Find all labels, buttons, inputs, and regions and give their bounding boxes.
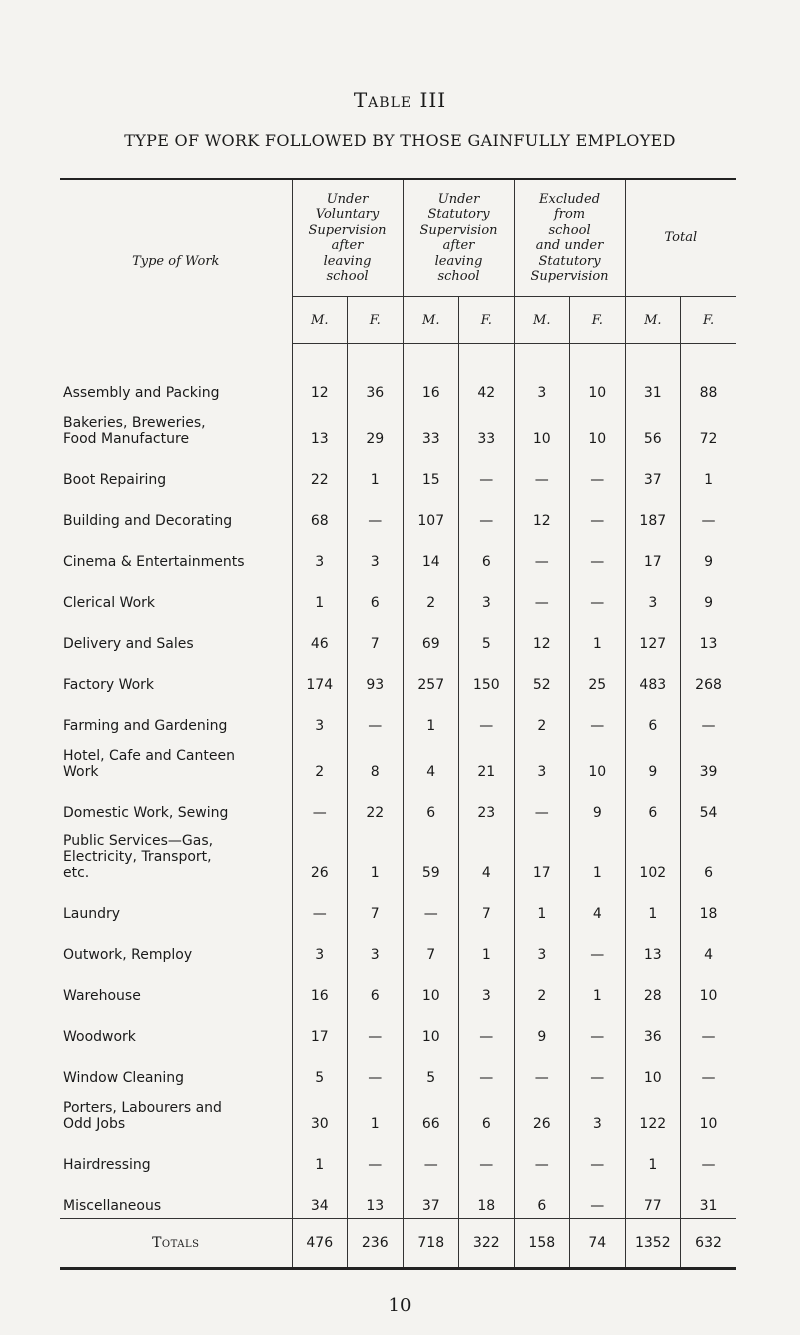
table-row [60,697,736,738]
value-cell: 6 [459,533,515,574]
work-type-label [60,1090,292,1136]
value-cell: — [348,492,404,533]
value-cell: — [459,492,515,533]
totals-row [60,1219,736,1269]
value-cell: 28 [625,967,681,1008]
page-number: 10 [388,1295,412,1316]
statutory-supervision-header [403,179,514,297]
work-type-label [60,1136,292,1177]
header-line: school [437,269,480,284]
table-row [60,451,736,492]
value-cell: 12 [292,364,348,405]
voluntary-supervision-header [292,179,403,297]
work-type-label [60,405,292,451]
value-cell: — [514,1049,570,1090]
header-line: Statutory [427,207,490,222]
value-cell: 10 [681,1090,737,1136]
header-line: Supervision [308,222,387,238]
value-cell: — [403,885,459,926]
value-cell: — [570,926,626,967]
value-cell: 1 [514,885,570,926]
spacer-row [60,344,736,365]
table-row [60,885,736,926]
value-cell: 22 [348,784,404,825]
value-cell: 6 [514,1177,570,1219]
table-row [60,1177,736,1219]
value-cell: 88 [681,364,737,405]
header-line: Supervision [530,269,609,284]
work-type-label [60,967,292,1008]
table-row [60,615,736,656]
table-title: Table III [353,88,447,112]
value-cell: 14 [403,533,459,574]
value-cell: 5 [459,615,515,656]
work-type-line: Odd Jobs [63,1116,126,1132]
value-cell: — [570,1177,626,1219]
value-cell: — [570,574,626,615]
work-type-line: Delivery and Sales [63,636,194,652]
female-subheader: F. [570,297,626,344]
total-cell: 74 [570,1219,626,1269]
value-cell: 56 [625,405,681,451]
work-type-line: Window Cleaning [63,1070,185,1086]
value-cell: 2 [514,697,570,738]
work-type-label [60,784,292,825]
total-cell: 236 [348,1219,404,1269]
value-cell: — [681,1008,737,1049]
table-row [60,533,736,574]
value-cell: 1 [570,967,626,1008]
header-line: Voluntary [315,207,380,222]
value-cell: 66 [403,1090,459,1136]
work-type-label [60,926,292,967]
value-cell: 1 [459,926,515,967]
value-cell: 10 [403,1008,459,1049]
value-cell: 36 [625,1008,681,1049]
value-cell: 2 [514,967,570,1008]
header-line: Supervision [419,222,498,238]
value-cell: — [514,1136,570,1177]
work-type-label [60,1049,292,1090]
value-cell: 7 [348,615,404,656]
male-subheader: M. [625,297,681,344]
value-cell: — [681,697,737,738]
work-type-line: Hairdressing [63,1157,151,1173]
work-type-label [60,615,292,656]
value-cell: 93 [348,656,404,697]
header-line: Under [326,191,369,207]
value-cell: — [514,784,570,825]
table-row [60,784,736,825]
value-cell: 23 [459,784,515,825]
value-cell: 68 [292,492,348,533]
value-cell: 268 [681,656,737,697]
value-cell: 2 [292,738,348,784]
value-cell: 42 [459,364,515,405]
value-cell: 6 [403,784,459,825]
header-row [60,179,736,297]
work-type-label [60,656,292,697]
value-cell: 17 [514,825,570,885]
total-cell: 476 [292,1219,348,1269]
value-cell: — [570,1008,626,1049]
value-cell: 102 [625,825,681,885]
value-cell: 1 [625,885,681,926]
value-cell: 174 [292,656,348,697]
value-cell: 52 [514,656,570,697]
value-cell: 72 [681,405,737,451]
value-cell: — [292,784,348,825]
value-cell: 6 [625,784,681,825]
header-line: and under [535,238,604,253]
male-subheader: M. [292,297,348,344]
value-cell: 1 [403,697,459,738]
work-type-label [60,492,292,533]
table-row [60,574,736,615]
value-cell: 10 [403,967,459,1008]
header-line: leaving [323,253,372,269]
value-cell: 10 [570,405,626,451]
table-body [60,344,736,1219]
work-type-line: Hotel, Cafe and Canteen [63,748,235,764]
table-row [60,1049,736,1090]
value-cell: 9 [625,738,681,784]
value-cell: — [459,451,515,492]
work-type-line: Bakeries, Breweries, [63,415,206,431]
value-cell: 5 [292,1049,348,1090]
value-cell: 29 [348,405,404,451]
total-cell: 1352 [625,1219,681,1269]
total-header [625,179,736,297]
value-cell: 4 [403,738,459,784]
value-cell: 22 [292,451,348,492]
work-type-line: Food Manufacture [63,431,190,447]
work-type-line: Cinema & Entertainments [63,554,245,570]
value-cell: — [459,697,515,738]
work-type-line: Outwork, Remploy [63,947,193,963]
value-cell: 46 [292,615,348,656]
value-cell: 7 [403,926,459,967]
work-type-line: Assembly and Packing [63,385,220,401]
value-cell: 13 [681,615,737,656]
value-cell: 18 [459,1177,515,1219]
value-cell: — [681,1049,737,1090]
total-cell: 322 [459,1219,515,1269]
value-cell: — [459,1049,515,1090]
work-type-line: Boot Repairing [63,472,167,488]
value-cell: 21 [459,738,515,784]
table-row [60,967,736,1008]
value-cell: 37 [403,1177,459,1219]
totals-label: Totals [60,1219,292,1269]
value-cell: 3 [514,364,570,405]
value-cell: 6 [459,1090,515,1136]
work-type-label [60,738,292,784]
work-type-line: Building and Decorating [63,513,233,529]
work-type-line: Laundry [63,906,121,922]
value-cell: — [459,1008,515,1049]
work-type-label [60,574,292,615]
value-cell: — [570,1049,626,1090]
value-cell: 1 [348,1090,404,1136]
value-cell: 10 [681,967,737,1008]
value-cell: 1 [570,615,626,656]
value-cell: 9 [681,574,737,615]
header-line: from [553,207,586,222]
excluded-from-school-header [514,179,625,297]
total-cell: 718 [403,1219,459,1269]
value-cell: 3 [514,926,570,967]
work-type-line: Warehouse [63,988,141,1004]
table-row [60,1136,736,1177]
header-line: Statutory [538,253,601,269]
value-cell: 10 [625,1049,681,1090]
value-cell: 6 [348,574,404,615]
value-cell: 33 [459,405,515,451]
work-type-line: etc. [63,865,90,881]
table-row [60,926,736,967]
value-cell: 6 [681,825,737,885]
table-row [60,364,736,405]
male-subheader: M. [514,297,570,344]
value-cell: 3 [348,533,404,574]
work-type-line: Factory Work [63,677,155,693]
type-of-work-header: Type of Work [132,254,220,270]
value-cell: 39 [681,738,737,784]
value-cell: 1 [625,1136,681,1177]
value-cell: 36 [348,364,404,405]
value-cell: 9 [681,533,737,574]
employment-table [60,178,736,1270]
value-cell: 1 [681,451,737,492]
value-cell: 16 [403,364,459,405]
work-type-line: Public Services—Gas, [63,833,214,849]
value-cell: 16 [292,967,348,1008]
value-cell: — [514,533,570,574]
value-cell: 3 [625,574,681,615]
value-cell: 1 [348,825,404,885]
value-cell: 15 [403,451,459,492]
header-line: Under [437,191,480,207]
work-type-label [60,364,292,405]
value-cell: 12 [514,492,570,533]
work-type-line: Electricity, Transport, [63,849,212,865]
value-cell: 12 [514,615,570,656]
value-cell: 3 [459,574,515,615]
header-line: Total [664,230,698,246]
work-type-line: Domestic Work, Sewing [63,805,229,821]
value-cell: 10 [570,364,626,405]
value-cell: — [514,451,570,492]
value-cell: 17 [625,533,681,574]
work-type-label [60,885,292,926]
value-cell: — [348,1136,404,1177]
value-cell: 4 [681,926,737,967]
value-cell: 3 [570,1090,626,1136]
value-cell: — [570,492,626,533]
value-cell: 150 [459,656,515,697]
value-cell: 4 [459,825,515,885]
value-cell: 4 [570,885,626,926]
value-cell: 8 [348,738,404,784]
table-row [60,1008,736,1049]
value-cell: 10 [514,405,570,451]
value-cell: — [570,451,626,492]
value-cell: 187 [625,492,681,533]
value-cell: 13 [348,1177,404,1219]
value-cell: — [459,1136,515,1177]
table-row [60,656,736,697]
value-cell: 483 [625,656,681,697]
work-type-label [60,451,292,492]
value-cell: 5 [403,1049,459,1090]
value-cell: — [348,1049,404,1090]
value-cell: 3 [514,738,570,784]
female-subheader: F. [459,297,515,344]
value-cell: — [570,1136,626,1177]
value-cell: 33 [403,405,459,451]
total-cell: 632 [681,1219,737,1269]
value-cell: 26 [292,825,348,885]
value-cell: 26 [514,1090,570,1136]
value-cell: 31 [681,1177,737,1219]
value-cell: 3 [292,533,348,574]
value-cell: 1 [570,825,626,885]
table-row [60,405,736,451]
work-type-line: Clerical Work [63,595,155,611]
value-cell: 6 [348,967,404,1008]
total-cell: 158 [514,1219,570,1269]
value-cell: 9 [514,1008,570,1049]
table-row [60,1090,736,1136]
work-type-label [60,1008,292,1049]
value-cell: 1 [292,574,348,615]
work-type-line: Work [63,764,99,780]
value-cell: 1 [292,1136,348,1177]
header-line: after [442,238,475,253]
work-type-line: Farming and Gardening [63,718,228,734]
work-type-line: Woodwork [63,1029,136,1045]
work-type-line: Miscellaneous [63,1198,162,1214]
value-cell: 107 [403,492,459,533]
header-line: school [548,222,591,238]
value-cell: — [403,1136,459,1177]
value-cell: 127 [625,615,681,656]
value-cell: 7 [459,885,515,926]
value-cell: 3 [292,697,348,738]
value-cell: 30 [292,1090,348,1136]
work-type-line: Porters, Labourers and [63,1100,222,1116]
value-cell: 59 [403,825,459,885]
male-subheader: M. [403,297,459,344]
work-type-label [60,697,292,738]
value-cell: 2 [403,574,459,615]
value-cell: 77 [625,1177,681,1219]
work-type-label [60,1177,292,1219]
work-type-label [60,533,292,574]
value-cell: 54 [681,784,737,825]
value-cell: 25 [570,656,626,697]
value-cell: 69 [403,615,459,656]
header-line: school [326,269,369,284]
value-cell: 31 [625,364,681,405]
value-cell: 7 [348,885,404,926]
table-row [60,492,736,533]
value-cell: 34 [292,1177,348,1219]
work-type-label [60,825,292,885]
table-subtitle: TYPE OF WORK FOLLOWED BY THOSE GAINFULLY EMPLOYED [124,131,676,150]
value-cell: 3 [292,926,348,967]
value-cell: — [348,1008,404,1049]
value-cell: — [348,697,404,738]
table-row [60,738,736,784]
value-cell: 10 [570,738,626,784]
value-cell: 9 [570,784,626,825]
value-cell: 1 [348,451,404,492]
value-cell: 13 [625,926,681,967]
value-cell: — [292,885,348,926]
value-cell: — [514,574,570,615]
header-line: leaving [434,253,483,269]
value-cell: 17 [292,1008,348,1049]
female-subheader: F. [348,297,404,344]
value-cell: 18 [681,885,737,926]
value-cell: 122 [625,1090,681,1136]
header-line: Excluded [539,191,601,207]
value-cell: 6 [625,697,681,738]
table-row [60,825,736,885]
value-cell: 3 [348,926,404,967]
value-cell: — [570,697,626,738]
value-cell: 257 [403,656,459,697]
value-cell: 37 [625,451,681,492]
value-cell: — [570,533,626,574]
value-cell: — [681,492,737,533]
header-line: after [331,238,364,253]
value-cell: — [681,1136,737,1177]
value-cell: 13 [292,405,348,451]
value-cell: 3 [459,967,515,1008]
female-subheader: F. [681,297,737,344]
